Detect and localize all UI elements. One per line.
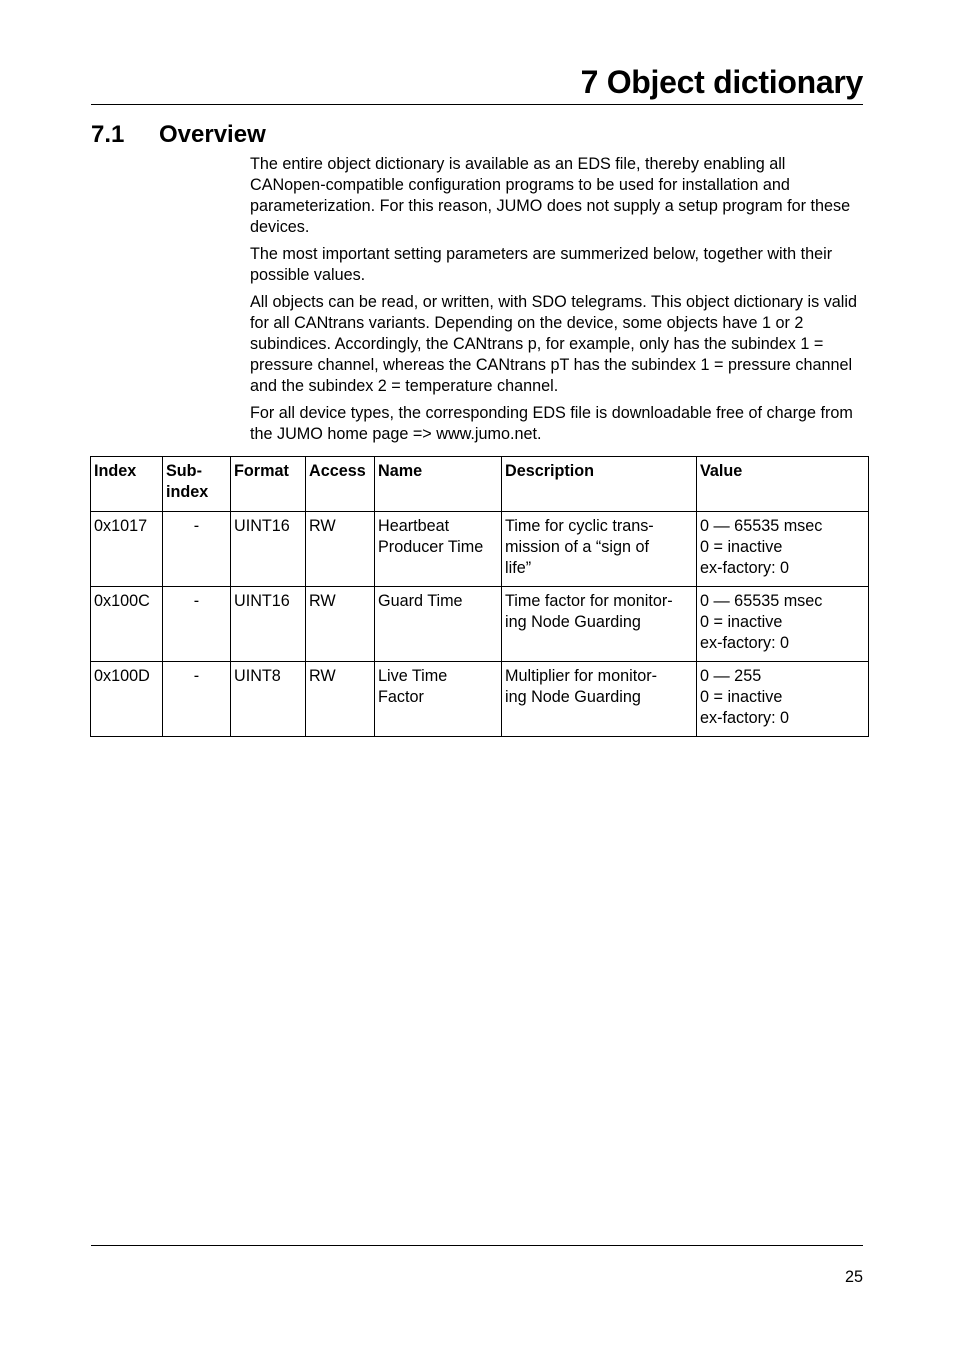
cell-name: Guard Time	[375, 587, 502, 662]
header-value: Value	[697, 457, 869, 512]
cell-format: UINT16	[231, 512, 306, 587]
footer-rule	[91, 1245, 863, 1246]
cell-access: RW	[306, 512, 375, 587]
header-description: Description	[502, 457, 697, 512]
table-row	[91, 512, 869, 587]
cell-index: 0x100D	[91, 662, 163, 737]
cell-value: 0 — 65535 msec 0 = inactive ex-factory: 0	[697, 512, 869, 587]
cell-description: Time factor for monitor- ing Node Guarding	[502, 587, 697, 662]
header-access: Access	[306, 457, 375, 512]
header-name: Name	[375, 457, 502, 512]
header-subindex: Sub- index	[163, 457, 231, 512]
section-number: 7.1	[91, 121, 125, 148]
cell-index: 0x1017	[91, 512, 163, 587]
table-row	[91, 662, 869, 737]
table-row	[91, 587, 869, 662]
cell-value: 0 — 65535 msec 0 = inactive ex-factory: 0	[697, 587, 869, 662]
paragraph: The most important setting parameters are summerized below, together with their possible values.	[250, 245, 833, 284]
header-format: Format	[231, 457, 306, 512]
paragraph: All objects can be read, or written, with SDO telegrams. This object dictionary is valid for all CANtrans variants. Depending on the device, some objects have 1 or 2 subindices. Accordingly, the CANtrans p, for example, only has the subindex 1 = pressure channel, whereas the CANtrans pT has the subindex 1 = pressure channel and the subindex 2 = temperature channel.	[250, 293, 857, 395]
cell-format: UINT8	[231, 662, 306, 737]
table-header-row	[91, 457, 869, 512]
object-dictionary-table	[90, 456, 869, 737]
cell-description: Multiplier for monitor- ing Node Guarding	[502, 662, 697, 737]
section-title: Overview	[159, 121, 266, 148]
cell-name: Heartbeat Producer Time	[375, 512, 502, 587]
cell-index: 0x100C	[91, 587, 163, 662]
cell-subindex: -	[163, 587, 231, 662]
cell-value: 0 — 255 0 = inactive ex-factory: 0	[697, 662, 869, 737]
page-number: 25	[844, 1268, 863, 1286]
cell-subindex: -	[163, 662, 231, 737]
paragraph: The entire object dictionary is available as an EDS file, thereby enabling all CANopen-compatible configuration programs to be used for installation and parameterization. For this reason, JUMO does not supply a setup program for these devices.	[250, 155, 851, 236]
cell-name: Live Time Factor	[375, 662, 502, 737]
cell-subindex: -	[163, 512, 231, 587]
cell-description: Time for cyclic trans- mission of a “sign of life”	[502, 512, 697, 587]
cell-access: RW	[306, 587, 375, 662]
chapter-title: 7 Object dictionary	[580, 64, 863, 100]
header-rule	[91, 104, 863, 105]
cell-access: RW	[306, 662, 375, 737]
header-index: Index	[91, 457, 163, 512]
paragraph: For all device types, the corresponding EDS file is downloadable free of charge from the JUMO home page => www.jumo.net.	[250, 404, 853, 443]
cell-format: UINT16	[231, 587, 306, 662]
body-text	[250, 154, 865, 451]
